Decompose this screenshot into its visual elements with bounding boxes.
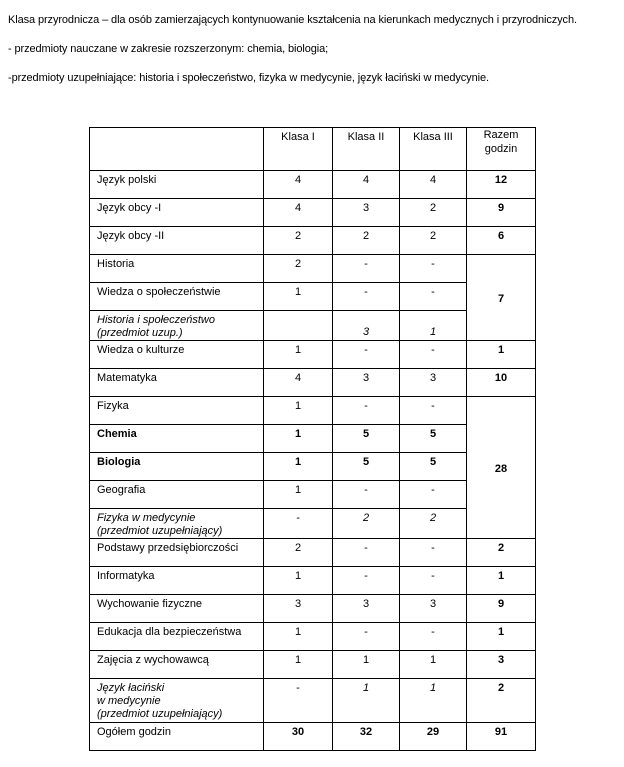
total-value: 2 <box>467 539 536 567</box>
klasa-1-value: 1 <box>264 481 333 509</box>
table-row <box>90 255 536 283</box>
table-row <box>90 679 536 723</box>
total-value: 10 <box>467 369 536 397</box>
header-klasa-1: Klasa I <box>264 128 333 171</box>
klasa-1-value: 3 <box>264 595 333 623</box>
klasa-2-value: 5 <box>333 425 400 453</box>
total-value: 9 <box>467 595 536 623</box>
klasa-1-value <box>264 311 333 341</box>
subject-podstawy-przedsiebiorczosci: Podstawy przedsiębiorczości <box>90 539 264 567</box>
total-value: 1 <box>467 623 536 651</box>
klasa-3-value: - <box>400 567 467 595</box>
klasa-1-value: 1 <box>264 283 333 311</box>
klasa-1-value: 4 <box>264 199 333 227</box>
total-value: 1 <box>467 567 536 595</box>
subject-ogolem-godzin: Ogółem godzin <box>90 723 264 751</box>
klasa-1-value: 1 <box>264 453 333 481</box>
subject-wiedza-o-spoleczenstwie: Wiedza o społeczeństwie <box>90 283 264 311</box>
total-value: 1 <box>467 341 536 369</box>
klasa-2-value: 2 <box>333 227 400 255</box>
intro-line-3: -przedmioty uzupełniające: historia i społeczeństwo, fizyka w medycynie, język łaciński w medycynie. <box>8 72 489 84</box>
klasa-3-value: - <box>400 539 467 567</box>
table-row <box>90 341 536 369</box>
table-row <box>90 567 536 595</box>
grand-total: 91 <box>467 723 536 751</box>
total-value: 12 <box>467 171 536 199</box>
klasa-3-value: 1 <box>400 651 467 679</box>
klasa-2-value: 3 <box>333 199 400 227</box>
subject-matematyka: Matematyka <box>90 369 264 397</box>
klasa-2-value: 3 <box>333 311 400 341</box>
klasa-2-value: - <box>333 397 400 425</box>
subject-informatyka: Informatyka <box>90 567 264 595</box>
subject-fizyka: Fizyka <box>90 397 264 425</box>
subject-biologia: Biologia <box>90 453 264 481</box>
table-row <box>90 227 536 255</box>
subject-fizyka-w-medycynie <box>90 509 264 539</box>
klasa-2-value: 3 <box>333 369 400 397</box>
klasa-3-value: - <box>400 623 467 651</box>
klasa-3-sum: 29 <box>400 723 467 751</box>
klasa-2-value: - <box>333 623 400 651</box>
table-row <box>90 171 536 199</box>
klasa-2-sum: 32 <box>333 723 400 751</box>
table-row <box>90 539 536 567</box>
klasa-3-value: - <box>400 341 467 369</box>
subject-line-2: w medycynie <box>97 695 161 707</box>
klasa-3-value: 5 <box>400 453 467 481</box>
table-row <box>90 595 536 623</box>
klasa-3-value: 4 <box>400 171 467 199</box>
header-row <box>90 128 536 171</box>
klasa-1-value: 2 <box>264 227 333 255</box>
subject-zajecia-z-wychowawca: Zajęcia z wychowawcą <box>90 651 264 679</box>
klasa-3-value: - <box>400 481 467 509</box>
subject-line-1: Język łaciński <box>97 682 165 694</box>
subject-line-1: Historia i społeczeństwo <box>97 314 215 326</box>
klasa-3-value: 1 <box>400 679 467 723</box>
header-subject-cell <box>90 128 264 171</box>
intro-line-2: - przedmioty nauczane w zakresie rozszerzonym: chemia, biologia; <box>8 43 329 55</box>
klasa-2-value: - <box>333 539 400 567</box>
klasa-1-value: 1 <box>264 341 333 369</box>
total-value-merged-history: 7 <box>467 255 536 341</box>
total-value: 6 <box>467 227 536 255</box>
subject-geografia: Geografia <box>90 481 264 509</box>
klasa-2-value: - <box>333 481 400 509</box>
header-klasa-3: Klasa III <box>400 128 467 171</box>
subject-historia: Historia <box>90 255 264 283</box>
total-value: 2 <box>467 679 536 723</box>
table-row <box>90 369 536 397</box>
subject-jezyk-polski: Język polski <box>90 171 264 199</box>
table-row <box>90 199 536 227</box>
klasa-1-value: 1 <box>264 567 333 595</box>
klasa-3-value: 2 <box>400 227 467 255</box>
subject-jezyk-lacinski-w-medycynie <box>90 679 264 723</box>
klasa-1-value: 2 <box>264 539 333 567</box>
header-total-line-2: godzin <box>484 143 518 155</box>
hours-table <box>89 127 536 751</box>
klasa-2-value: 2 <box>333 509 400 539</box>
intro-line-1: Klasa przyrodnicza – dla osób zamierzających kontynuowanie kształcenia na kierunkach medycznych i przyrodniczych. <box>8 14 577 26</box>
klasa-2-value: - <box>333 255 400 283</box>
total-value: 9 <box>467 199 536 227</box>
klasa-3-value: - <box>400 283 467 311</box>
klasa-3-value: 3 <box>400 595 467 623</box>
klasa-2-value: 1 <box>333 651 400 679</box>
klasa-1-value: 1 <box>264 425 333 453</box>
klasa-2-value: 5 <box>333 453 400 481</box>
header-klasa-2: Klasa II <box>333 128 400 171</box>
klasa-2-value: 3 <box>333 595 400 623</box>
klasa-1-value: 1 <box>264 397 333 425</box>
subject-chemia: Chemia <box>90 425 264 453</box>
table-row <box>90 651 536 679</box>
header-total-line-1: Razem <box>483 129 519 141</box>
subject-historia-i-spoleczenstwo <box>90 311 264 341</box>
klasa-3-value: 5 <box>400 425 467 453</box>
klasa-3-value: - <box>400 397 467 425</box>
subject-edukacja-dla-bezpieczenstwa: Edukacja dla bezpieczeństwa <box>90 623 264 651</box>
header-total <box>467 128 536 171</box>
klasa-1-sum: 30 <box>264 723 333 751</box>
klasa-2-value: 1 <box>333 679 400 723</box>
subject-line-1: Fizyka w medycynie <box>97 512 196 524</box>
klasa-3-value: 2 <box>400 199 467 227</box>
klasa-1-value: 2 <box>264 255 333 283</box>
subject-jezyk-obcy-2: Język obcy -II <box>90 227 264 255</box>
subject-wychowanie-fizyczne: Wychowanie fizyczne <box>90 595 264 623</box>
klasa-2-value: - <box>333 341 400 369</box>
subject-line-2: (przedmiot uzup.) <box>97 327 183 339</box>
table-row <box>90 623 536 651</box>
total-value-merged-science: 28 <box>467 397 536 539</box>
table-row <box>90 397 536 425</box>
klasa-2-value: - <box>333 567 400 595</box>
klasa-1-value: 1 <box>264 651 333 679</box>
klasa-3-value: 1 <box>400 311 467 341</box>
klasa-1-value: 1 <box>264 623 333 651</box>
klasa-3-value: 3 <box>400 369 467 397</box>
klasa-3-value: 2 <box>400 509 467 539</box>
klasa-3-value: - <box>400 255 467 283</box>
total-value: 3 <box>467 651 536 679</box>
subject-wiedza-o-kulturze: Wiedza o kulturze <box>90 341 264 369</box>
subject-line-2: (przedmiot uzupełniający) <box>97 525 223 537</box>
klasa-1-value: - <box>264 509 333 539</box>
klasa-2-value: 4 <box>333 171 400 199</box>
subject-jezyk-obcy-1: Język obcy -I <box>90 199 264 227</box>
total-row <box>90 723 536 751</box>
klasa-1-value: 4 <box>264 171 333 199</box>
klasa-1-value: 4 <box>264 369 333 397</box>
klasa-2-value: - <box>333 283 400 311</box>
subject-line-3: (przedmiot uzupełniający) <box>97 708 223 720</box>
klasa-1-value: - <box>264 679 333 723</box>
